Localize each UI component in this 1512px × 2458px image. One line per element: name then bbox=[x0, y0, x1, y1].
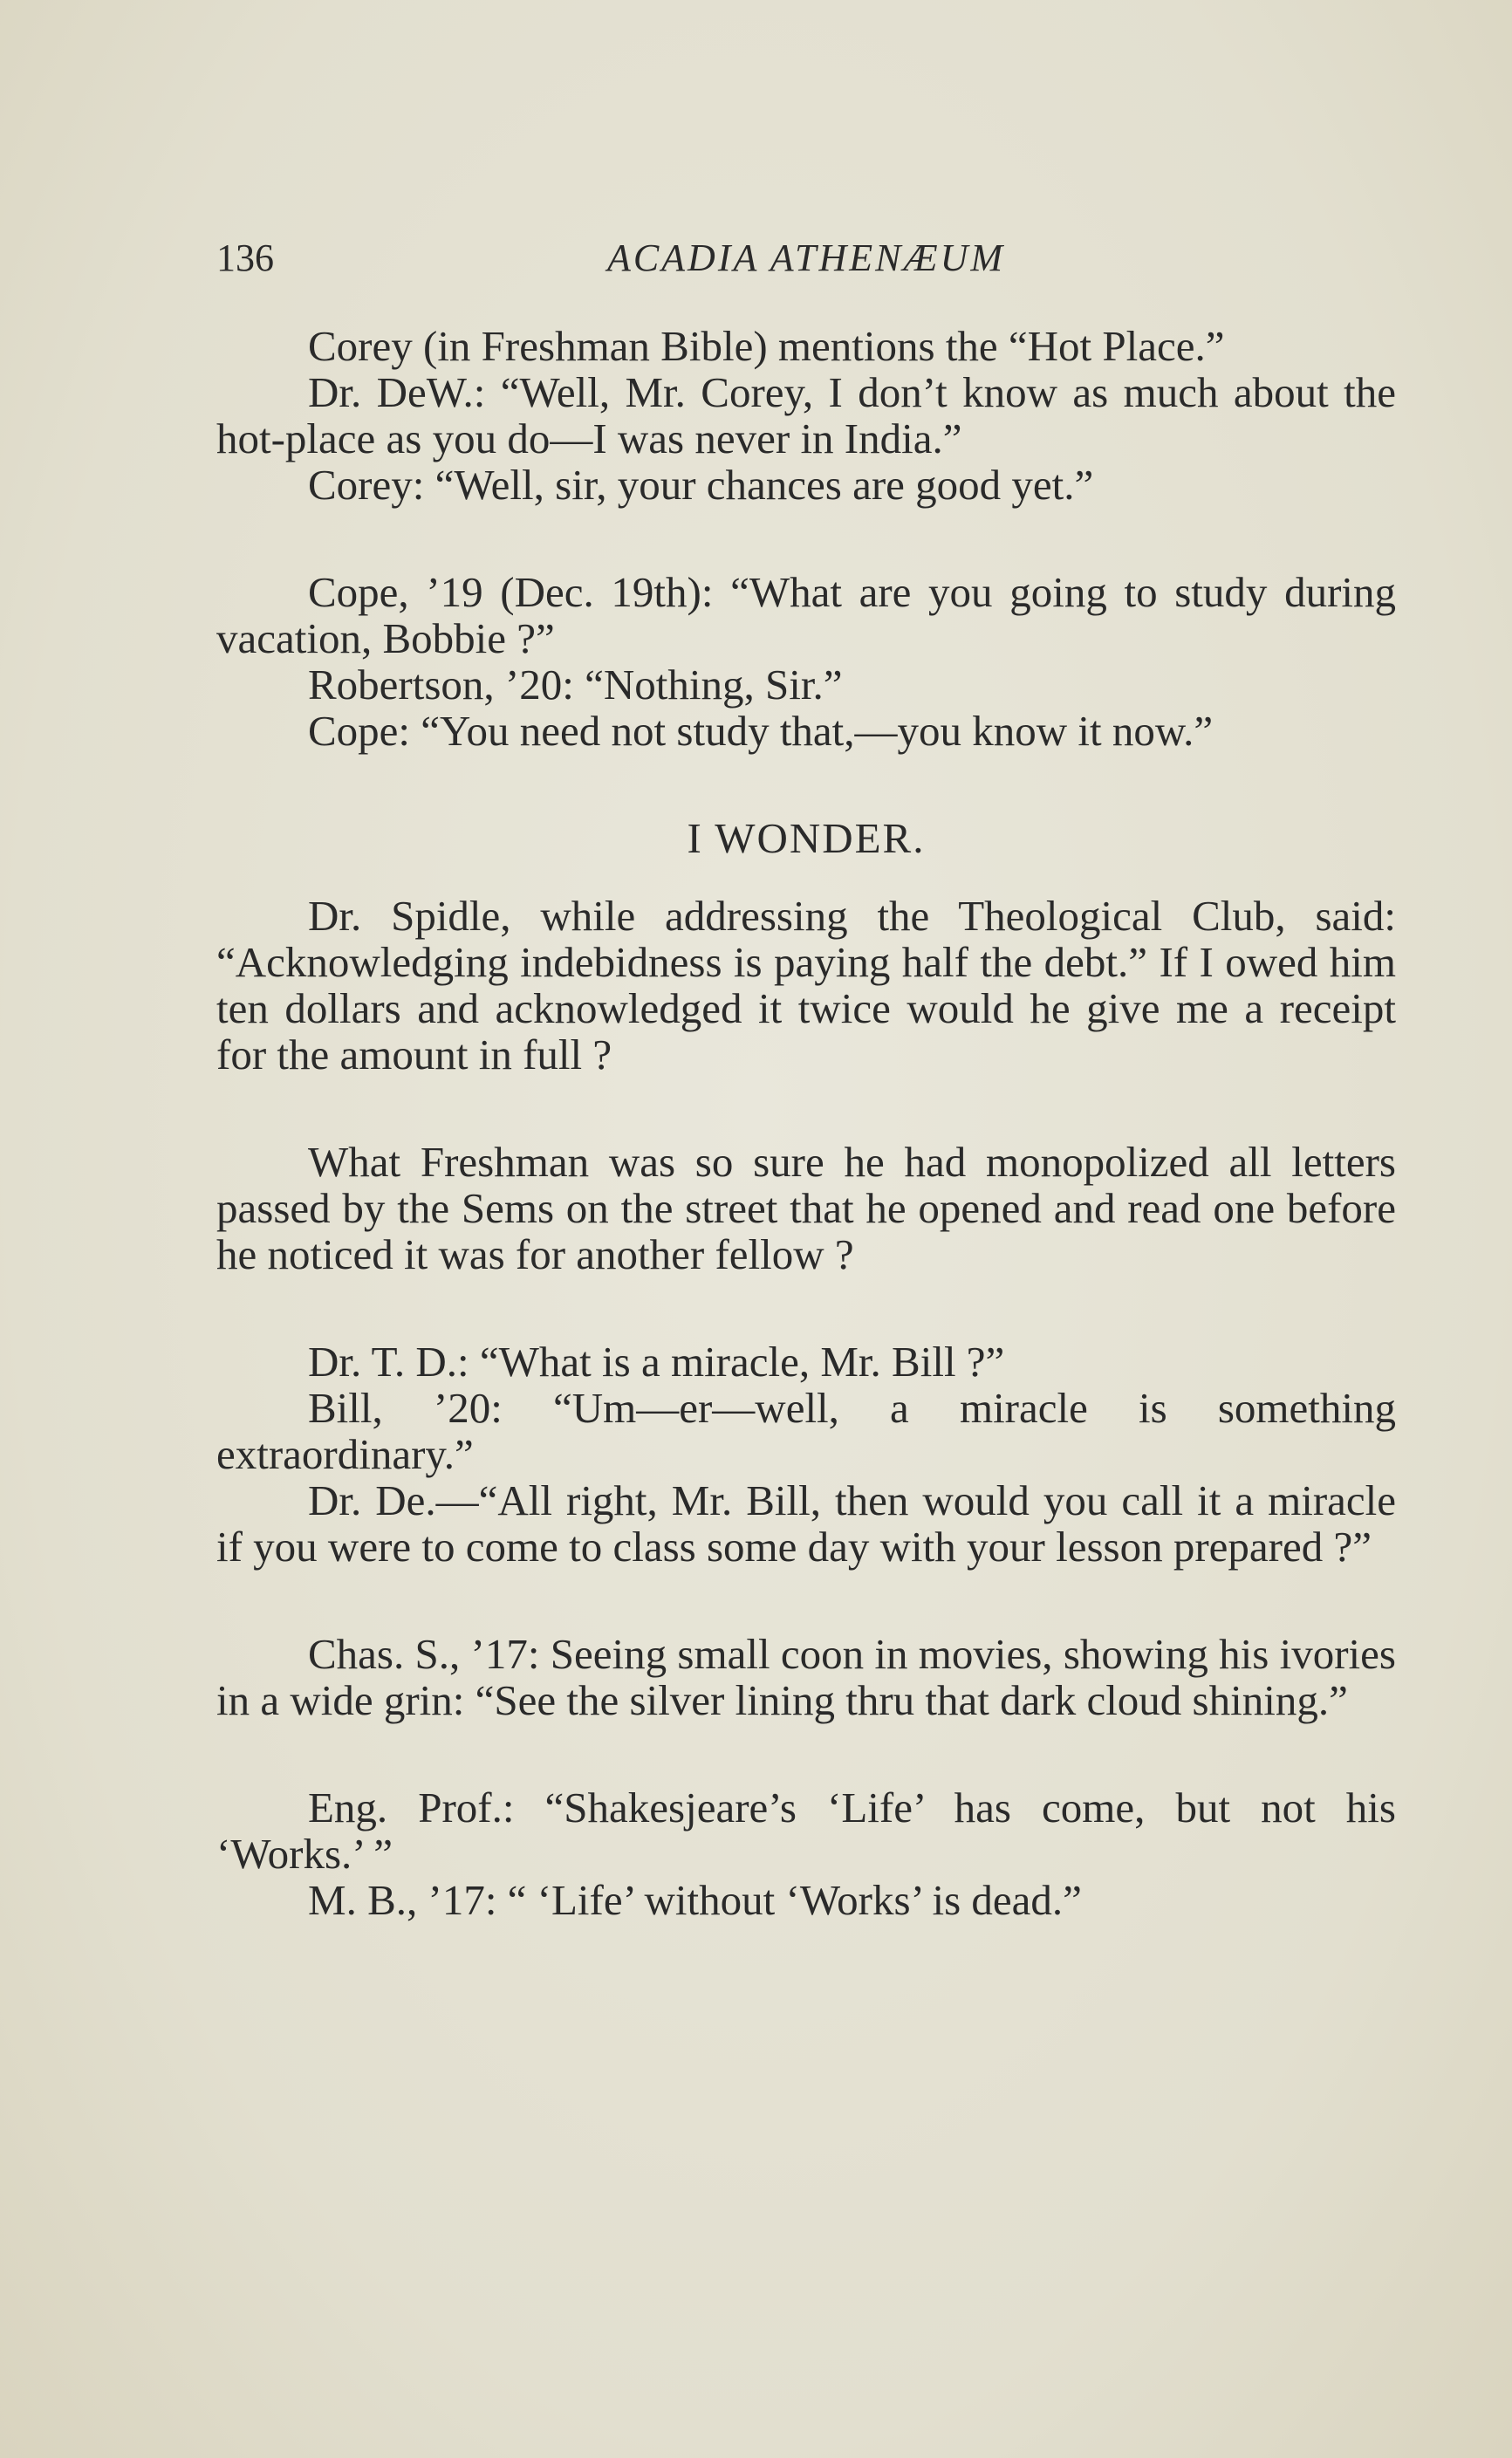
paragraph: Dr. Spidle, while addressing the Theological Club, said: “Acknowledging indebidness is paying half the debt.” If I owed him ten dollars and acknowledged it twice would he give me a receipt for the amount in full ? bbox=[216, 892, 1396, 1078]
paragraph: M. B., ’17: “ ‘Life’ without ‘Works’ is dead.” bbox=[308, 1876, 1082, 1924]
section-heading: I WONDER. bbox=[687, 814, 926, 862]
paragraph: Dr. De.—“All right, Mr. Bill, then would you call it a miracle if you were to come to class some day with your lesson prepared ?” bbox=[216, 1476, 1396, 1571]
paragraph: Bill, ’20: “Um—er—well, a miracle is something extraordinary.” bbox=[216, 1384, 1396, 1478]
paragraph: Dr. T. D.: “What is a miracle, Mr. Bill ?” bbox=[308, 1338, 1005, 1386]
paragraph: Robertson, ’20: “Nothing, Sir.” bbox=[308, 661, 843, 709]
paragraph: What Freshman was so sure he had monopolized all letters passed by the Sems on the street that he opened and read one before he noticed it was for another fellow ? bbox=[216, 1138, 1396, 1278]
paragraph: Eng. Prof.: “Shakesjeare’s ‘Life’ has come, but not his ‘Works.’ ” bbox=[216, 1784, 1396, 1878]
paragraph: Cope: “You need not study that,—you know it now.” bbox=[308, 707, 1214, 755]
body-text bbox=[216, 323, 1396, 1923]
page-number: 136 bbox=[216, 236, 274, 279]
paragraph: Cope, ’19 (Dec. 19th): “What are you going to study during vacation, Bobbie ?” bbox=[216, 568, 1396, 662]
paragraph: Corey: “Well, sir, your chances are good yet.” bbox=[308, 461, 1094, 509]
page-header bbox=[216, 236, 1396, 288]
paragraph: Dr. DeW.: “Well, Mr. Corey, I don’t know as much about the hot-place as you do—I was never in India.” bbox=[216, 368, 1396, 462]
paragraph: Corey (in Freshman Bible) mentions the “Hot Place.” bbox=[308, 322, 1225, 370]
running-title: ACADIA ATHENÆUM bbox=[606, 236, 1006, 279]
paragraph: Chas. S., ’17: Seeing small coon in movies, showing his ivories in a wide grin: “See the silver lining thru that dark cloud shining.” bbox=[216, 1630, 1396, 1724]
